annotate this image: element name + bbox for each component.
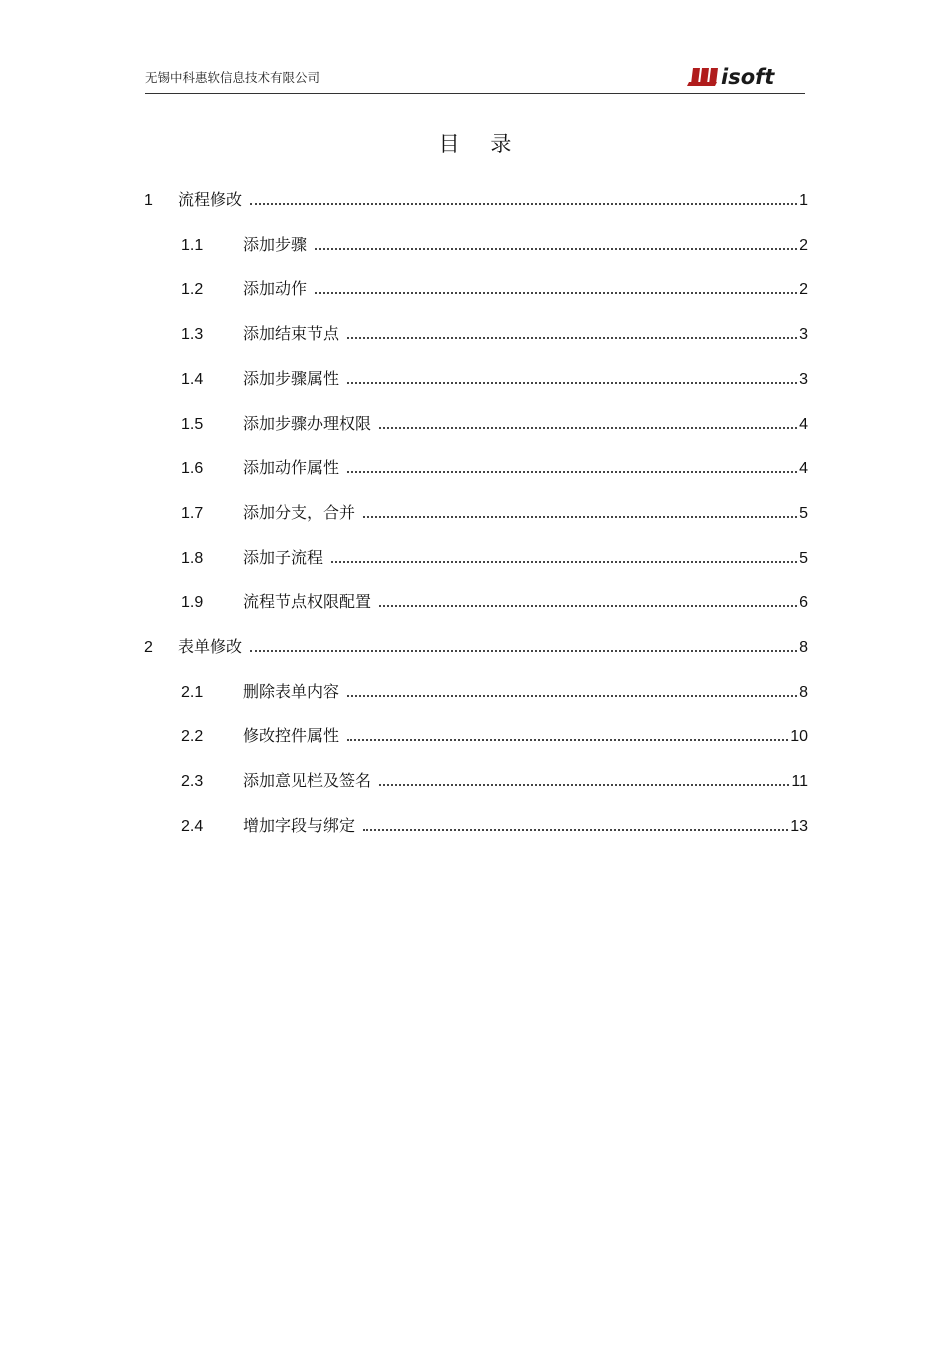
toc-entry-label: 添加动作属性: [243, 458, 340, 478]
toc-entry[interactable]: [0, 678, 808, 702]
toc-entry-page: 2: [799, 281, 808, 299]
toc-entry[interactable]: [0, 454, 808, 478]
toc-dot-leader: [331, 561, 797, 563]
toc-dot-leader: [315, 292, 797, 294]
toc-entry-number: 1.5: [181, 415, 204, 433]
toc-entry-page: 6: [799, 594, 808, 612]
toc-entry[interactable]: [0, 365, 808, 389]
toc-entry-page: 3: [799, 370, 808, 388]
toc-dot-leader: [347, 471, 797, 473]
toc-title: 目 录: [438, 132, 524, 156]
toc-entry-number: 2.1: [181, 683, 204, 701]
toc-entry-number: 1.4: [181, 370, 204, 388]
toc-entry-label: 表单修改: [178, 637, 243, 656]
toc-dot-leader: [363, 829, 788, 831]
toc-entry-label: 添加结束节点: [243, 324, 340, 344]
toc-dot-leader: [250, 203, 797, 205]
toc-entry-page: 2: [799, 236, 808, 254]
toc-entry[interactable]: [0, 410, 808, 434]
toc-entry[interactable]: [0, 544, 808, 568]
toc-entry-label: 添加意见栏及签名: [243, 771, 372, 791]
toc-entry-label: 流程节点权限配置: [243, 592, 372, 612]
toc-entry-page: 8: [799, 639, 808, 656]
logo-wordmark: isoft: [721, 65, 775, 89]
toc-entry-page: 1: [799, 192, 808, 209]
toc-entry-label: 添加子流程: [243, 547, 324, 567]
toc-entry-label: 添加动作: [243, 279, 308, 299]
toc-entry-number: 1.8: [181, 549, 204, 567]
toc-entry-number: 1.6: [181, 460, 204, 478]
toc-dot-leader: [315, 248, 797, 250]
toc-entry[interactable]: [0, 499, 808, 523]
toc-entry[interactable]: [0, 767, 808, 791]
toc-dot-leader: [379, 784, 789, 786]
toc-entry-page: 4: [799, 415, 808, 433]
page-header: [145, 62, 805, 94]
header-rule: [145, 93, 805, 94]
toc-entry-page: 3: [799, 326, 808, 344]
toc-entry-label: 添加步骤办理权限: [243, 413, 372, 433]
toc-entry-number: 2.4: [181, 817, 204, 835]
toc-entry-number: 2: [144, 639, 153, 656]
toc-entry-label: 添加步骤: [243, 234, 308, 254]
toc-entry[interactable]: [0, 186, 808, 210]
toc-entry-label: 增加字段与绑定: [243, 815, 356, 835]
toc-entry-page: 13: [790, 817, 808, 835]
toc-dot-leader: [347, 382, 797, 384]
toc-dot-leader: [347, 739, 788, 741]
toc-dot-leader: [379, 427, 797, 429]
toc-entry-label: 添加分支，合并: [243, 502, 356, 522]
toc-entry[interactable]: [0, 812, 808, 836]
toc-entry-number: 1.7: [181, 504, 204, 522]
wisoft-logo: [687, 62, 799, 90]
toc-entry-number: 2.2: [181, 728, 204, 746]
toc-entry-page: 8: [799, 683, 808, 701]
toc-entry[interactable]: [0, 231, 808, 255]
toc-entry-number: 1.3: [181, 326, 204, 344]
toc-entry-page: 5: [799, 549, 808, 567]
toc-dot-leader: [347, 695, 797, 697]
toc-dot-leader: [363, 516, 797, 518]
toc-entry-label: 修改控件属性: [243, 726, 340, 746]
toc-entry-page: 4: [799, 460, 808, 478]
toc-entry-number: 2.3: [181, 773, 204, 791]
toc-entry-number: 1.2: [181, 281, 204, 299]
toc-entry-number: 1: [144, 192, 153, 209]
toc-entry-label: 添加步骤属性: [243, 368, 340, 388]
toc-entry[interactable]: [0, 320, 808, 344]
toc-entry-number: 1.1: [181, 236, 204, 254]
toc-entry-label: 流程修改: [178, 190, 243, 209]
toc-entry[interactable]: [0, 588, 808, 612]
company-name: 无锡中科惠软信息技术有限公司: [145, 70, 321, 85]
toc-entry-page: 11: [791, 773, 808, 791]
toc-entry[interactable]: [0, 633, 808, 657]
toc-dot-leader: [379, 605, 797, 607]
toc-entry-label: 删除表单内容: [243, 681, 340, 701]
toc-entry[interactable]: [0, 722, 808, 746]
toc-entry-number: 1.9: [181, 594, 204, 612]
toc-entry-page: 5: [799, 504, 808, 522]
toc-dot-leader: [347, 337, 797, 339]
toc-dot-leader: [250, 650, 797, 652]
toc-entry[interactable]: [0, 275, 808, 299]
toc-entry-page: 10: [790, 728, 808, 746]
